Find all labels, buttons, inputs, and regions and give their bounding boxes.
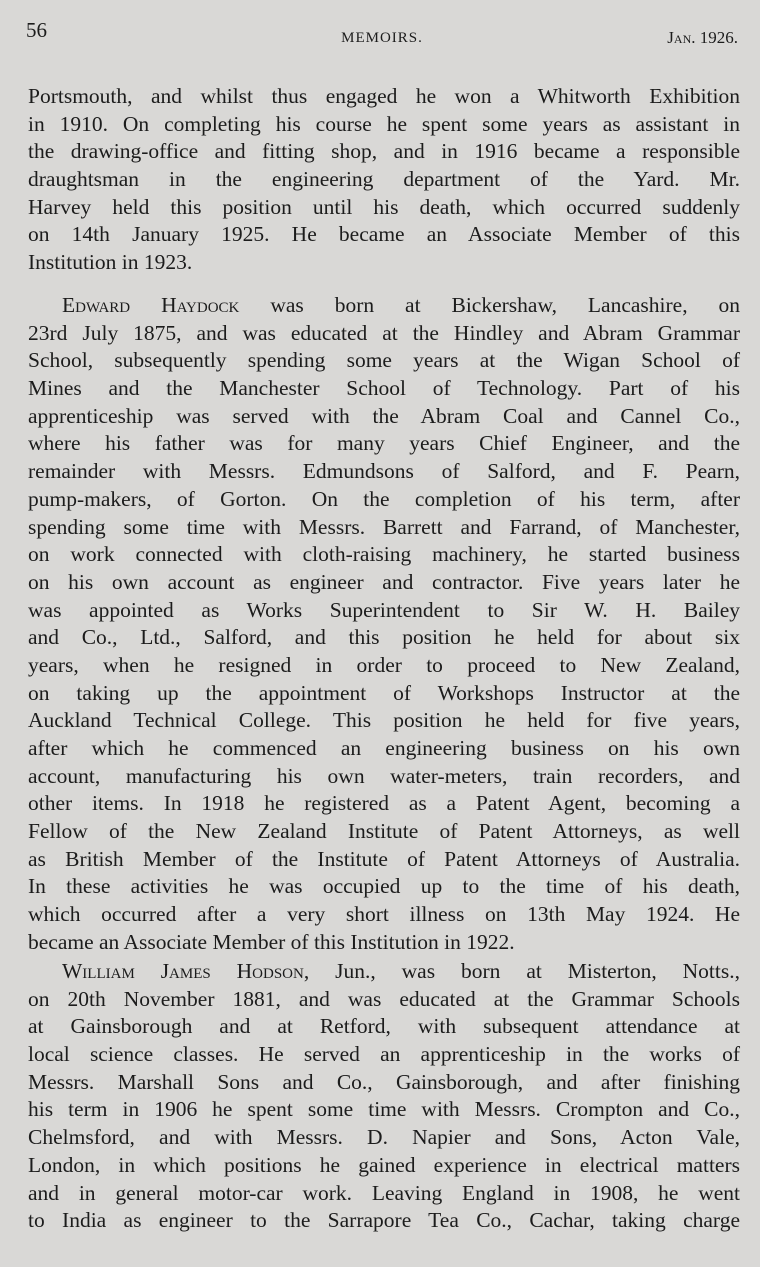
text-line xyxy=(28,901,740,929)
text-line xyxy=(28,486,740,514)
line-text: the drawing-office and fitting shop, and in 1916 became a responsible xyxy=(28,139,740,164)
line-text: Auckland Technical College. This position he held for five years, xyxy=(28,708,740,733)
line-text: spending some time with Messrs. Barrett and Farrand, of Manchester, xyxy=(28,514,740,539)
text-line xyxy=(28,403,740,431)
text-line xyxy=(28,111,740,139)
text-line xyxy=(28,873,740,901)
text-line xyxy=(28,735,740,763)
line-text: was born at Bickershaw, Lancashire, on xyxy=(239,293,741,317)
line-text: Fellow of the New Zealand Institute of Patent Attorneys, as well xyxy=(28,819,740,844)
line-text: and Co., Ltd., Salford, and this position he held for about six xyxy=(28,625,740,650)
memoir-name: William James Hodson xyxy=(62,959,304,983)
line-text: account, manufacturing his own water-meters, train recorders, and xyxy=(28,763,740,788)
line-text: remainder with Messrs. Edmundsons of Salford, and F. Pearn, xyxy=(28,459,740,484)
text-line xyxy=(28,1207,740,1235)
line-text: on work connected with cloth-raising machinery, he started business xyxy=(28,542,740,567)
line-text: Portsmouth, and whilst thus engaged he won a Whitworth Exhibition xyxy=(28,84,740,108)
paragraph-harvey xyxy=(28,83,740,277)
paragraph-haydock xyxy=(28,292,740,957)
line-text: Messrs. Marshall Sons and Co., Gainsborough, and after finishing xyxy=(28,1069,740,1094)
line-text: where his father was for many years Chief Engineer, and the xyxy=(28,431,740,456)
text-line xyxy=(28,320,740,348)
line-text: on 20th November 1881, and was educated at the Grammar Schools xyxy=(28,986,740,1011)
line-text: in 1910. On completing his course he spent some years as assistant in xyxy=(28,111,740,136)
text-line xyxy=(28,1124,740,1152)
line-text: other items. In 1918 he registered as a Patent Agent, becoming a xyxy=(28,791,740,816)
line-text: London, in which positions he gained experience in electrical matters xyxy=(28,1152,740,1177)
line-text: In these activities he was occupied up to the time of his death, xyxy=(28,874,740,899)
text-line xyxy=(28,652,740,680)
line-text: School, subsequently spending some years at the Wigan School of xyxy=(28,348,740,373)
text-line xyxy=(28,347,740,375)
line-text: Institution in 1923. xyxy=(28,250,193,275)
line-text: pump-makers, of Gorton. On the completion of his term, after xyxy=(28,486,740,511)
text-line xyxy=(28,929,740,957)
line-text: which occurred after a very short illness on 13th May 1924. He xyxy=(28,902,740,927)
line-text: at Gainsborough and at Retford, with subsequent attendance at xyxy=(28,1014,740,1039)
line-text: his term in 1906 he spent some time with Messrs. Crompton and Co., xyxy=(28,1097,740,1122)
text-line xyxy=(28,194,740,222)
text-line xyxy=(28,83,740,111)
text-line xyxy=(28,818,740,846)
line-text: years, when he resigned in order to proceed to New Zealand, xyxy=(28,652,740,677)
text-line xyxy=(28,597,740,625)
text-line xyxy=(28,249,740,277)
line-text: on taking up the appointment of Workshops Instructor at the xyxy=(28,680,740,705)
line-text: Chelmsford, and with Messrs. D. Napier and Sons, Acton Vale, xyxy=(28,1125,740,1150)
text-line xyxy=(28,458,740,486)
text-line xyxy=(28,1180,740,1208)
text-line xyxy=(28,430,740,458)
text-line xyxy=(28,958,740,986)
text-line xyxy=(28,1069,740,1097)
memoir-name: Edward Haydock xyxy=(62,293,240,317)
text-line xyxy=(28,1041,740,1069)
text-line xyxy=(28,541,740,569)
page-number: 56 xyxy=(26,18,47,42)
line-text: Mines and the Manchester School of Technology. Part of his xyxy=(28,376,740,401)
text-line xyxy=(28,569,740,597)
line-text: Harvey held this position until his death, which occurred suddenly xyxy=(28,194,740,219)
text-line xyxy=(28,1096,740,1124)
line-text: on 14th January 1925. He became an Associate Member of this xyxy=(28,222,740,247)
line-text: and in general motor-car work. Leaving England in 1908, he went xyxy=(28,1180,740,1205)
issue-date: Jan. 1926. xyxy=(667,28,738,47)
text-line xyxy=(28,292,740,320)
text-line xyxy=(28,624,740,652)
text-line xyxy=(28,790,740,818)
line-text: , Jun., was born at Misterton, Notts., xyxy=(303,959,740,983)
paragraph-hodson xyxy=(28,958,740,1235)
text-line xyxy=(28,221,740,249)
text-line xyxy=(28,166,740,194)
line-text: on his own account as engineer and contractor. Five years later he xyxy=(28,569,740,594)
line-text: apprenticeship was served with the Abram Coal and Cannel Co., xyxy=(28,403,740,428)
line-text: became an Associate Member of this Institution in 1922. xyxy=(28,929,515,954)
text-line xyxy=(28,680,740,708)
line-text: local science classes. He served an apprenticeship in the works of xyxy=(28,1042,740,1067)
line-text: was appointed as Works Superintendent to Sir W. H. Bailey xyxy=(28,597,740,622)
text-line xyxy=(28,763,740,791)
line-text: to India as engineer to the Sarrapore Tea Co., Cachar, taking charge xyxy=(28,1208,740,1233)
line-text: as British Member of the Institute of Patent Attorneys of Australia. xyxy=(28,846,740,871)
text-line xyxy=(28,375,740,403)
text-line xyxy=(28,1152,740,1180)
text-line xyxy=(28,1013,740,1041)
text-line xyxy=(28,846,740,874)
line-text: 23rd July 1875, and was educated at the Hindley and Abram Grammar xyxy=(28,320,740,345)
text-line xyxy=(28,138,740,166)
line-text: draughtsman in the engineering department of the Yard. Mr. xyxy=(28,167,740,192)
text-line xyxy=(28,986,740,1014)
running-title: MEMOIRS. xyxy=(341,30,423,46)
page-header xyxy=(26,18,738,58)
text-line xyxy=(28,707,740,735)
line-text: after which he commenced an engineering business on his own xyxy=(28,736,740,760)
text-line xyxy=(28,514,740,542)
